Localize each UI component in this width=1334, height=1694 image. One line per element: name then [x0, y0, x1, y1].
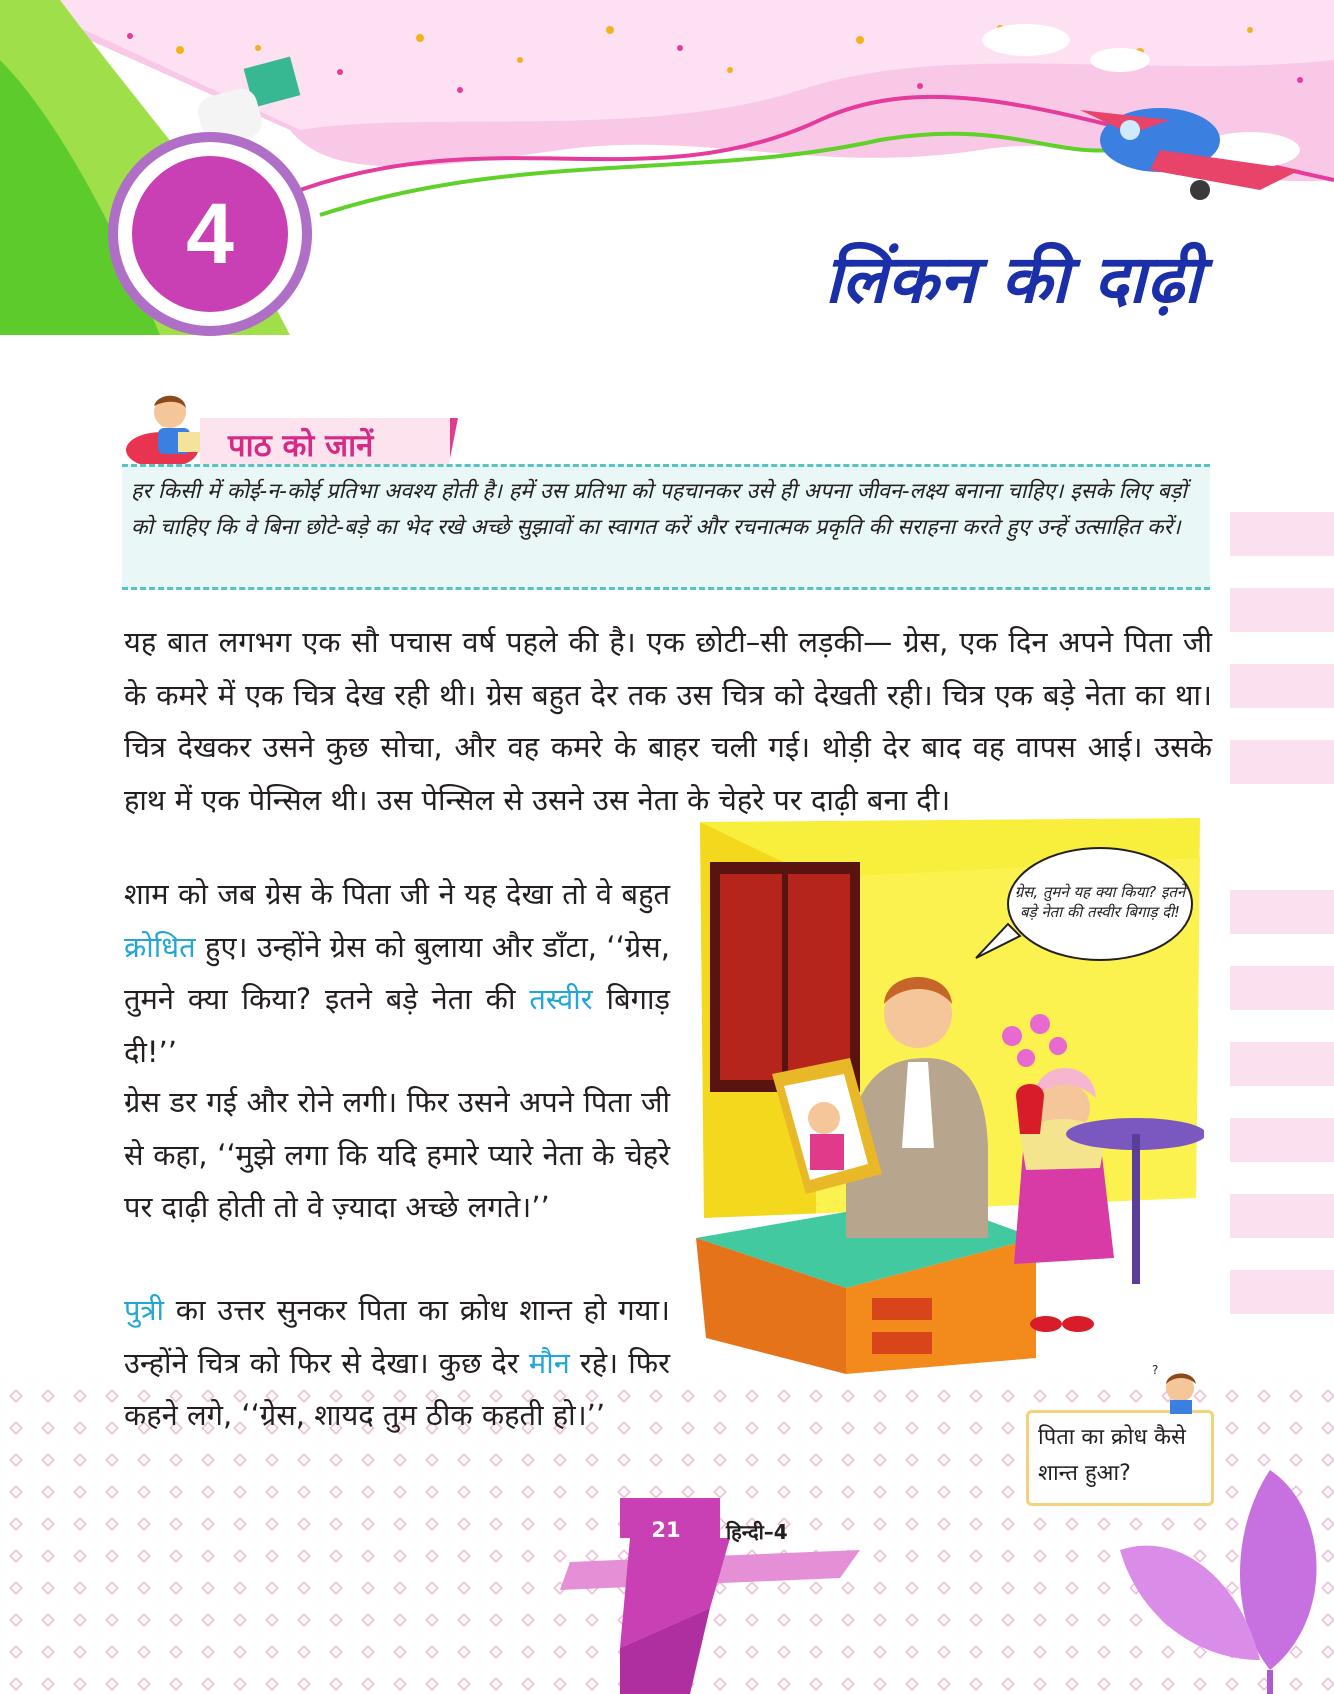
paragraph-2-text-a: शाम को जब ग्रेस के पिता जी ने यह देखा तो वे बहुत [124, 877, 670, 911]
vocab-word-putri: पुत्री [124, 1293, 164, 1327]
chapter-badge-inner [132, 156, 288, 312]
vocab-word-tasveer: तस्वीर [529, 982, 593, 1016]
question-text: पिता का क्रोध कैसे शान्त हुआ? [1038, 1425, 1186, 1486]
book-name: हिन्दी–4 [726, 1520, 788, 1544]
vocab-word-krodhit: क्रोधित [124, 929, 196, 964]
story-paragraph-3: ग्रेस डर गई और रोने लगी। फिर उसने अपने पिता जी से कहा, ‘‘मुझे लगा कि यदि हमारे प्यारे नेता के चेहरे पर दाढ़ी होती तो वे ज़्यादा अच्छे लगते।’’ [124, 1085, 670, 1224]
side-stripes-decoration [1230, 500, 1334, 1400]
speech-bubble-text: ग्रेस, तुमने यह क्या किया? इतने बड़े नेता की तस्वीर बिगाड़ दी! [1014, 883, 1186, 921]
page-number: 21 [651, 1518, 681, 1542]
question-marks: ? [1152, 1363, 1159, 1377]
footer-page-tab [560, 1498, 860, 1694]
intro-heading: पाठ को जानें [228, 428, 374, 464]
vocab-word-maun: मौन [528, 1345, 570, 1380]
paragraph-2-text-b: हुए। उन्होंने ग्रेस को बुलाया और डाँटा, ‘‘ग्रेस, तुमने क्या किया? इतने बड़े नेता की [124, 929, 670, 1016]
paragraph-4-text-a: का उत्तर सुनकर पिता का क्रोध शान्त हो गया। उन्होंने चित्र को फिर से देखा। कुछ देर [124, 1293, 670, 1380]
paragraph-4-text-b: रहे। फिर कहने लगे, ‘‘ग्रेस, शायद तुम ठीक कहती हो।’’ [124, 1345, 670, 1432]
story-paragraph-1: यह बात लगभग एक सौ पचास वर्ष पहले की है। एक छोटी–सी लड़की— ग्रेस, एक दिन अपने पिता जी के कमरे में एक चित्र देख रही थी। ग्रेस बहुत देर तक उस चित्र को देखती रही। चित्र एक बड़े नेता का था। चित्र देखकर उसने कुछ सोचा, और वह कमरे के बाहर चली गई। थोड़ी देर बाद वह वापस आई। उसके हाथ में एक पेन्सिल थी। उस पेन्सिल से उसने उस नेता के चेहरे पर दाढ़ी बना दी। [124, 625, 1212, 817]
story-paragraph-4 [124, 1284, 670, 1442]
chapter-number: 4 [186, 186, 234, 282]
thinking-boy-icon [1150, 1360, 1206, 1416]
lesson-title: लिंकन की दाढ़ी [824, 241, 1202, 318]
paragraph-2-text-c: बिगाड़ दी!’’ [124, 982, 670, 1069]
intro-text: हर किसी में कोई-न-कोई प्रतिभा अवश्य होती है। हमें उस प्रतिभा को पहचानकर उसे ही अपना जीवन-लक्ष्य बनाना चाहिए। इसके लिए बड़ों को चाहिए कि वे बिना छोटे-बड़े का भेद रखे अच्छे सुझावों का स्वागत करें और रचनात्मक प्रकृति की सराहना करते हुए उन्हें उत्साहित करें। [131, 479, 1187, 540]
chapter-badge [118, 142, 302, 326]
story-paragraph-2 [124, 868, 670, 1078]
leaf-decoration [1120, 1470, 1334, 1694]
